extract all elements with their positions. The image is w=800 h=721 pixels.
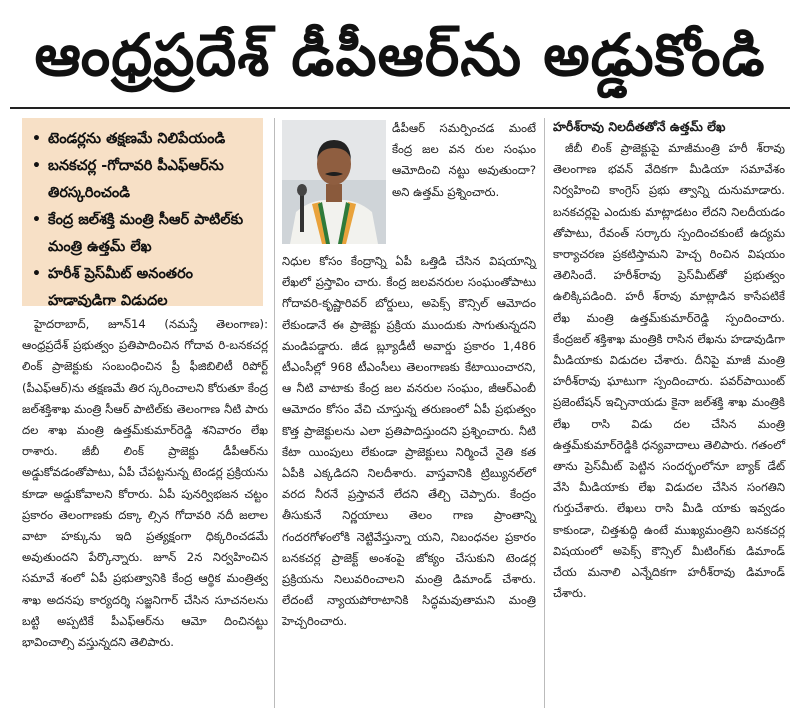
bullet-icon: • [32, 212, 41, 228]
highlight-item [32, 261, 257, 315]
highlight-item [32, 207, 257, 261]
highlight-item [32, 126, 257, 153]
headline: ఆంధ్రప్రదేశ్ డీపీఆర్‌ను అడ్డుకోండి [34, 21, 766, 89]
article-column-left [22, 314, 268, 653]
highlights-box [22, 118, 263, 309]
highlight-item [32, 153, 257, 207]
highlight-text: టెండర్లను తక్షణమే నిలిపేయండి [48, 131, 226, 147]
highlight-text: హరీశ్ ప్రెస్‌మీట్ అనంతరం హడావుడిగా విడుదల [48, 266, 194, 309]
article-column-middle-top: డీపీఆర్ సమర్పించడ మంటే కేంద్ర జల వన రుల సంఘం ఆమోదించి నట్టు అవుతుందా? అని ఉత్తమ్ ప్రశ్నించారు. [392, 121, 536, 199]
bullet-icon: • [32, 266, 41, 282]
person-photo-icon [282, 120, 386, 244]
headline-rule [10, 107, 790, 109]
article-paragraph: నిధుల కోసం కేంద్రాన్ని ఏపీ ఒత్తిడి చేసిన విషయాన్ని లేఖలో ప్రస్తావిం చారు. కేంద్ర జలవనరుల సంఘంతోపాటు గోదావరి-కృష్ణారివర్ బోర్డులు, అపెక్స్ కౌన్సిల్ ఆమోదం లేకుండానే ఈ ప్రాజెక్టు ప్రక్రియ ముందుకు సాగుతున్నదని మండిపడ్డారు. జీడ బ్ల్యూడీటీ అవార్డు ప్రకారం 1,486 టీఎంసీల్లో 968 టీఎంసీలు తెలంగాణకు కేటాయించారని, ఆ నీటి వాటాకు కేంద్ర జల వనరుల సంఘం, జీఆర్ఎంబీ ఆమోదం కోసం వేచి చూస్తున్న తరుణంలో ఏపీ ప్రభుత్వం కొత్త ప్రాజెక్టులను ఎలా ప్రతిపాదిస్తుందని ప్రశ్నించారు. నీటి కేటా యింపులు లేకుండా ప్రాజెక్టులు నిర్మించే నైతి కత ఏపీకి ఎక్కడిదని నిలదీశారు. వాస్తవానికి ట్రిబ్యునల్‌లో వరద నీరనే ప్రస్తావనే లేదని తేల్చి చెప్పారు. కేంద్రం తీసుకునే నిర్ణయాలు తెలం గాణ ప్రాంతాన్ని గందరగోళంలోకి నెట్టివేస్తున్నా యని, నిబంధనల ప్రకారం బనకచర్ల ప్రాజెక్ట్ అంశంపై జోక్యం చేసుకుని టెండర్ల ప్రక్రియను నిలువరించాలని మంత్రి డిమాండ్ చేశారు. లేదంటే న్యాయపోరాటానికి సిద్ధమవుతామని మంత్రి హెచ్చరించారు. [282, 254, 536, 629]
highlights-list [32, 126, 257, 315]
article-paragraph: హైదరాబాద్, జూన్14 (నమస్తే తెలంగాణ): ఆంధ్రప్రదేశ్ ప్రభుత్వం ప్రతిపాదించిన గోదావ రి-బనకచర్ల లింక్ ప్రాజెక్టుకు సంబంధించిన ప్రీ ఫీజిబిలిటీ రిపోర్ట్ (పీఎఫ్‌ఆర్)ను తక్షణమే తిర స్కరించాలని కోరుతూ కేంద్ర జల్‌శక్తిశాఖ మంత్రి సీఆర్ పాటిల్‌కు తెలంగాణ నీటి పారు దల శాఖ మంత్రి ఉత్తమ్‌కుమార్‌రెడ్డి శనివారం లేఖ రాశారు. జీబీ లింక్ ప్రాజెక్టు డీపీఆర్‌ను అడ్డుకోవడంతోపాటు, ఏపీ చేపట్టనున్న టెండర్ల ప్రక్రియను కూడా అడ్డుకోవాలని కోరారు. ఏపీ పునర్విభజన చట్టం ప్రకారం తెలంగాణకు దక్కా ల్సిన గోదావరి నదీ జలాల వాటా హక్కును ఇది ప్రత్యక్షంగా ధిక్కరించడమే అవుతుందని పేర్కొన్నారు. జూన్ 2న నిర్వహించిన సమావే శంలో ఏపీ ప్రభుత్వానికి కేంద్ర ఆర్థిక మంత్రిత్వ శాఖ అదనపు కార్యదర్శి సజ్జనిగార్ చేసిన సూచనలను బట్టి అప్పటికే పీఎఫ్‌ఆర్‌ను ఆమో దించినట్టు భావించాల్సి వస్తున్నదని తెలిపారు. [22, 317, 268, 650]
bullet-icon: • [32, 158, 41, 174]
article-column-middle [282, 251, 536, 633]
article-column-right [553, 116, 785, 604]
article-paragraph: జీబీ లింక్ ప్రాజెక్టుపై మాజీమంత్రి హరీ శ్‌రావు తెలంగాణ భవన్ వేదికగా మీడియా సమావేశం నిర్వహించి కాంగ్రెస్ ప్రభు త్వాన్ని దునుమాడారు. బనకచర్లపై ఎందుకు మాట్లాడటం లేదని నిలదీయడం తోపాటు, రేవంత్ సర్కారు స్పందించకుంటే ఉద్యమ కార్యాచరణ ప్రకటిస్తామని హెచ్చ రించిన విషయం తెలిసిందే. హరీశ్‌రావు ప్రెస్‌మీట్‌తో ప్రభుత్వం ఉలిక్కిపడింది. హరీ శ్‌రావు మాట్లాడిన కాసేపటికే లేఖ మంత్రి ఉత్తమ్‌కుమార్‌రెడ్డి స్పందించారు. కేంద్రజల్ శక్తిశాఖ మంత్రికి రాసిన లేఖను హడావుడిగా మీడియాకు విడుదల చేశారు. దీనిపై మాజీ మంత్రి హరీశ్‌రావు ఘాటుగా స్పందించారు. పవర్‌పాయింట్ ప్రజెంటేషన్ ఇచ్చినాయడు కైనా జల్‌శక్తి శాఖ మంత్రికి లేఖ రాసి విడు దల చేసిన మంత్రి ఉత్తమ్‌కుమార్‌రెడ్డికి ధన్యవాదాలు తెలిపారు. గతంలో తాను ప్రెస్‌మీట్ పెట్టిన సందర్భంలోనూ బ్యాక్ డేట్ వేసి మీడియాకు లేఖ విడుదల చేసిన సంగతిని గుర్తుచేశారు. లేఖలు రాసి మీడి యాకు ఇవ్వడం కాకుండా, చిత్తశుద్ధి ఉంటే ముఖ్యమంత్రిని బనకచర్ల విషయంలో అపెక్స్ కౌన్సిల్ మీటింగ్‌కు డిమాండ్ చేయ మనాలి ఎన్నేదికగా హరీశ్‌రావు డిమాండ్ చేశారు. [553, 141, 785, 601]
bullet-icon: • [32, 131, 41, 147]
column-divider [544, 118, 545, 708]
highlight-text: బనకచర్ల -గోదావరి పీఎఫ్‌ఆర్‌ను తిరస్కరించండి [48, 158, 224, 201]
sub-heading: హరీశ్‌రావు నిలదీతతోనే ఉత్తమ్ లేఖ [553, 119, 726, 134]
highlight-text: కేంద్ర జల్‌శక్తి మంత్రి సీఆర్ పాటిల్‌కు మంత్రి ఉత్తమ్ లేఖ [48, 212, 244, 255]
portrait-photo [282, 120, 386, 244]
column-divider [274, 118, 275, 708]
